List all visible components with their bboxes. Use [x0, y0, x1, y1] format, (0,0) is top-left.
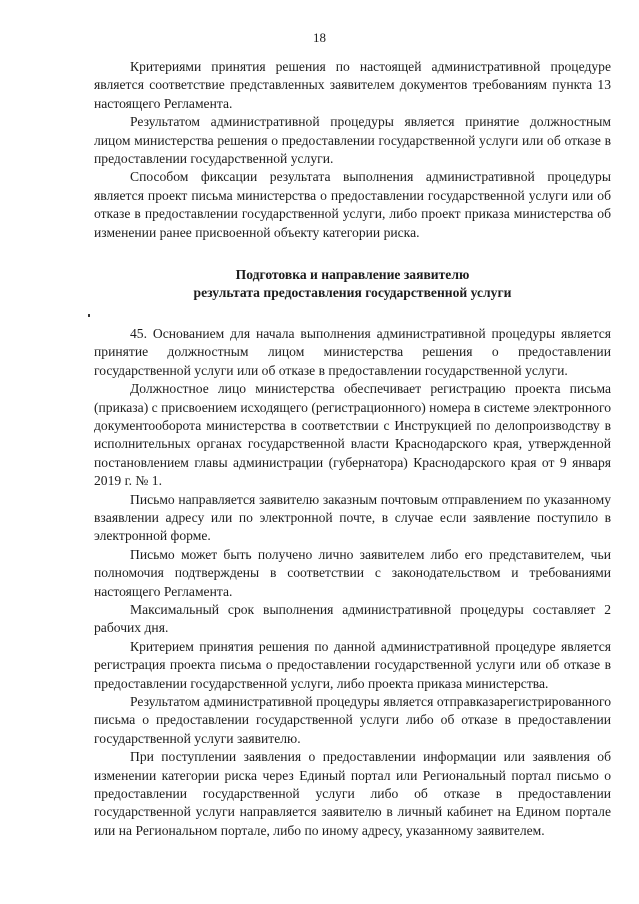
scan-mark — [88, 314, 90, 317]
section-heading-line-2: результата предоставления государственной услуги — [193, 285, 512, 301]
section-heading-line-1: Подготовка и направление заявителю — [235, 267, 470, 283]
paragraph-max-term: Максимальный срок выполнения административной процедуры составляет 2 рабочих дня. — [94, 601, 611, 636]
paragraph-portal-delivery: При поступлении заявления о предоставлении информации или заявления об изменении категории риска через Единый портал или Региональный портал письмо о предоставлении государственной услуги либо об отказе в предоставлении государственной услуги направляется заявителю в личный кабинет на Едином портале или на Региональном портале, либо по иному адресу, указанному заявителем. — [94, 749, 611, 838]
paragraph-procedure-result: Результатом административной процедуры является отправказарегистрированного письма о предоставлении государственной услуги либо об отказе в предоставлении государственной услуги заявителю. — [94, 694, 611, 746]
paragraph-decision-criterion: Критерием принятия решения по данной административной процедуре является регистрация проекта письма о предоставлении государственной услуги или об отказе в предоставлении государственной услуги, либо проекта приказа министерства. — [94, 638, 611, 691]
page-number: 18 — [313, 30, 326, 45]
paragraph-fixation: Способом фиксации результата выполнения административной процедуры является проект письма министерства о предоставлении государственной услуги или об отказе в предоставлении государственной услуги, либо проект приказа министерства об изменении ранее присвоенной объекту категории риска. — [94, 169, 611, 240]
paragraph-letter-receipt: Письмо может быть получено лично заявителем либо его представителем, чьи полномочия подтверждены в соответствии с законодательством и требованиями настоящего Регламента. — [94, 546, 611, 599]
paragraph-letter-sending: Письмо направляется заявителю заказным почтовым отправлением по указанному взаявлении адресу или по электронной почте, в случае если заявление поступило в электронной форме. — [94, 491, 611, 544]
paragraph-criteria: Критериями принятия решения по настоящей административной процедуре является соответствие представленных заявителем документов требованиям пункта 13 настоящего Регламента. — [94, 59, 611, 111]
paragraph-45-basis: 45. Основанием для начала выполнения административной процедуры является принятие должностным лицом министерства решения о предоставлении государственной услуги или об отказе в предоставлении государственной услуги. — [94, 325, 611, 378]
paragraph-registration: Должностное лицо министерства обеспечивает регистрацию проекта письма (приказа) с присвоением исходящего (регистрационного) номера в системе электронного документооборота министерства в соответствии с Инструкцией по делопроизводству в исполнительных органах государственной власти Краснодарского края, утвержденной постановлением главы администрации (губернатора) Краснодарского края от 9 января 2019 г. № 1. — [94, 381, 611, 489]
section-heading — [94, 266, 611, 303]
paragraph-result: Результатом административной процедуры является принятие должностным лицом министерства решения о предоставлении государственной услуги или об отказе в предоставлении государственной услуги. — [94, 114, 611, 167]
document-body — [94, 58, 611, 840]
